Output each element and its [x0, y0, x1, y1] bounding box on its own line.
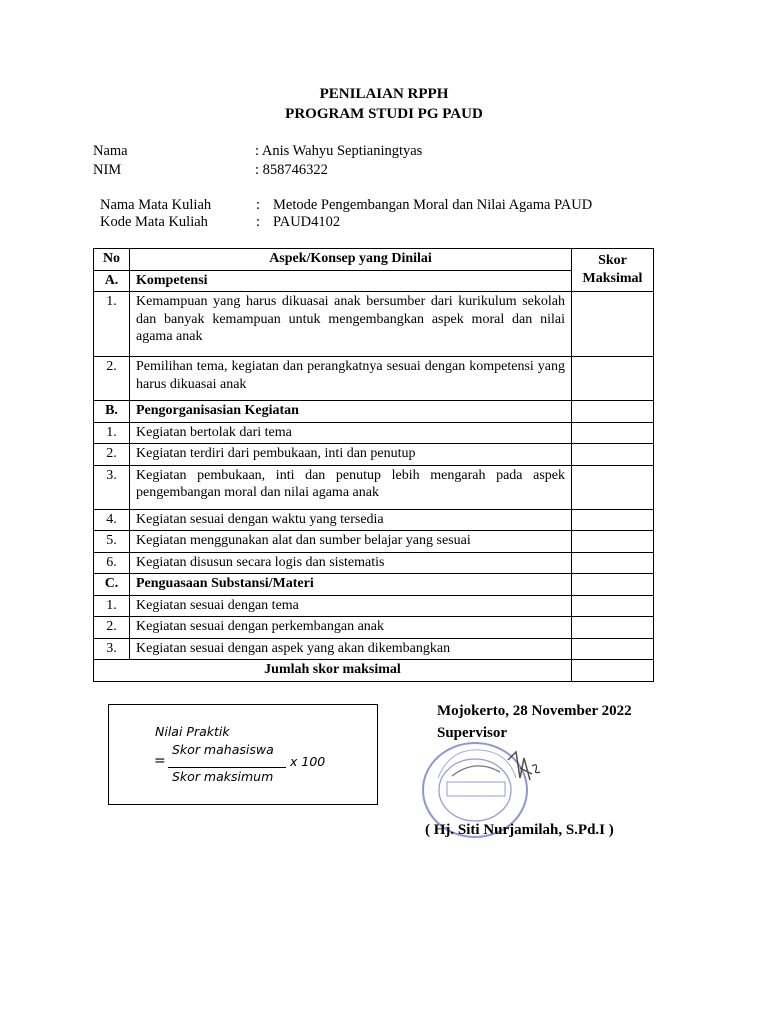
table-row	[94, 595, 654, 617]
row-text: Kegiatan pembukaan, inti dan penutup lebih mengarah pada aspek pengembangan moral dan nilai agama anak	[130, 465, 572, 509]
row-text: Kegiatan sesuai dengan aspek yang akan dikembangkan	[130, 638, 572, 660]
row-text: Kemampuan yang harus dikuasai anak bersumber dari kurikulum sekolah dan banyak kemampuan untuk mengembangkan aspek moral dan nilai agama anak	[130, 292, 572, 357]
total-score-cell	[572, 660, 654, 682]
nama-label: Nama	[93, 143, 128, 159]
row-text: Kegiatan terdiri dari pembukaan, inti dan penutup	[130, 444, 572, 466]
table-header-row	[94, 249, 654, 271]
score-cell	[572, 509, 654, 531]
total-row	[94, 660, 654, 682]
mata-kuliah-value: Metode Pengembangan Moral dan Nilai Agama PAUD	[273, 197, 593, 213]
row-text: Kegiatan sesuai dengan tema	[130, 595, 572, 617]
supervisor-role: Supervisor	[437, 725, 508, 741]
kode-mata-kuliah-value: PAUD4102	[273, 214, 341, 230]
table-row	[94, 465, 654, 509]
score-cell	[572, 595, 654, 617]
formula-label: Nilai Praktik	[155, 724, 230, 739]
nim-value: : 858746322	[255, 162, 328, 178]
score-cell	[572, 401, 654, 423]
score-cell	[572, 292, 654, 357]
formula-multiplier: x 100	[290, 754, 326, 769]
score-cell	[572, 638, 654, 660]
nama-value: : Anis Wahyu Septianingtyas	[255, 143, 423, 159]
supervisor-name: ( Hj. Siti Nurjamilah, S.Pd.I )	[425, 822, 614, 838]
row-text: Kegiatan bertolak dari tema	[130, 422, 572, 444]
row-text: Kegiatan sesuai dengan waktu yang tersedia	[130, 509, 572, 531]
row-no: 1.	[94, 422, 130, 444]
row-no: 1.	[94, 292, 130, 357]
row-text: Kegiatan sesuai dengan perkembangan anak	[130, 617, 572, 639]
row-no: 3.	[94, 638, 130, 660]
header-skor: Skor Maksimal	[572, 249, 654, 292]
table-row	[94, 617, 654, 639]
page-title: PENILAIAN RPPH	[319, 86, 449, 102]
score-cell	[572, 617, 654, 639]
section-title: Pengorganisasian Kegiatan	[130, 401, 572, 423]
nim-label: NIM	[93, 162, 122, 178]
score-cell	[572, 552, 654, 574]
score-cell	[572, 465, 654, 509]
section-no: A.	[94, 270, 130, 292]
mata-kuliah-label: Nama Mata Kuliah	[100, 197, 212, 213]
row-text: Pemilihan tema, kegiatan dan perangkatnya sesuai dengan kompetensi yang harus dikuasai anak	[130, 357, 572, 401]
row-no: 3.	[94, 465, 130, 509]
table-row	[94, 509, 654, 531]
formula-equals: =	[154, 753, 166, 769]
table-row	[94, 638, 654, 660]
kode-mata-kuliah-label: Kode Mata Kuliah	[100, 214, 208, 230]
table-row	[94, 552, 654, 574]
table-row	[94, 422, 654, 444]
assessment-table	[93, 248, 654, 682]
section-row	[94, 401, 654, 423]
row-no: 1.	[94, 595, 130, 617]
section-row	[94, 270, 654, 292]
row-text: Kegiatan disusun secara logis dan sistematis	[130, 552, 572, 574]
total-label: Jumlah skor maksimal	[94, 660, 572, 682]
row-no: 4.	[94, 509, 130, 531]
table-row	[94, 292, 654, 357]
row-no: 2.	[94, 444, 130, 466]
fraction-line	[168, 767, 286, 768]
section-title: Kompetensi	[130, 270, 572, 292]
kode-mata-kuliah-colon: :	[256, 214, 261, 230]
score-cell	[572, 422, 654, 444]
score-cell	[572, 574, 654, 596]
section-title: Penguasaan Substansi/Materi	[130, 574, 572, 596]
formula-denominator: Skor maksimum	[172, 769, 274, 784]
score-cell	[572, 357, 654, 401]
table-row	[94, 357, 654, 401]
mata-kuliah-colon: :	[256, 197, 261, 213]
section-row	[94, 574, 654, 596]
table-row	[94, 531, 654, 553]
section-no: B.	[94, 401, 130, 423]
score-cell	[572, 444, 654, 466]
row-no: 5.	[94, 531, 130, 553]
row-no: 6.	[94, 552, 130, 574]
header-no: No	[94, 249, 130, 271]
score-cell	[572, 531, 654, 553]
formula-numerator: Skor mahasiswa	[172, 742, 274, 757]
place-date: Mojokerto, 28 November 2022	[437, 703, 632, 719]
row-no: 2.	[94, 617, 130, 639]
header-aspek: Aspek/Konsep yang Dinilai	[130, 249, 572, 271]
section-no: C.	[94, 574, 130, 596]
page-subtitle: PROGRAM STUDI PG PAUD	[285, 106, 483, 122]
table-row	[94, 444, 654, 466]
row-text: Kegiatan menggunakan alat dan sumber belajar yang sesuai	[130, 531, 572, 553]
row-no: 2.	[94, 357, 130, 401]
